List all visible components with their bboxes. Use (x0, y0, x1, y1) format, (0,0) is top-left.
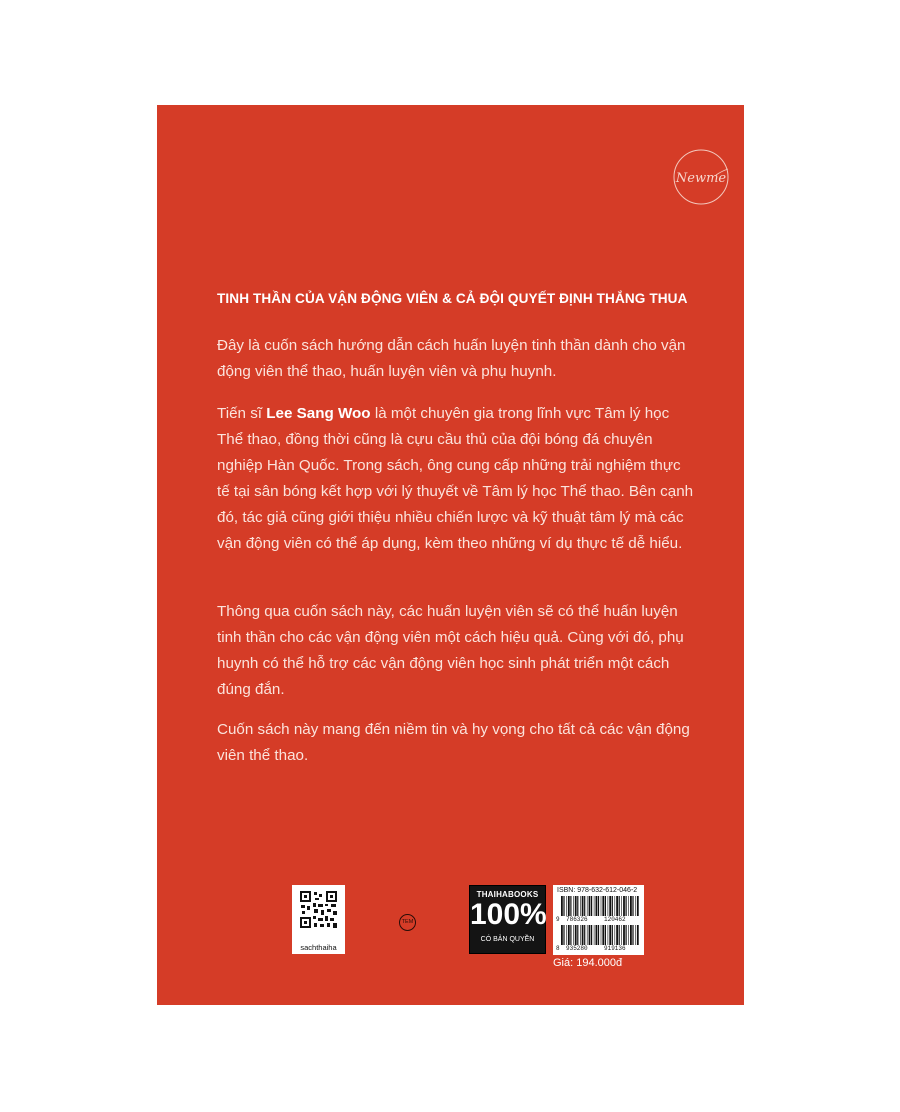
thaiha-percent: 100% (470, 898, 547, 931)
barcode-1-right-digits: 120462 (604, 916, 626, 923)
qr-caption: sachthaiha (300, 943, 337, 952)
barcode-2-digit: 8 (556, 945, 560, 952)
thaiha-copyright-badge (469, 885, 546, 954)
barcode-2-right-digits: 919136 (604, 945, 626, 952)
qr-code (292, 885, 345, 954)
qr-code-icon (292, 885, 345, 941)
price-label: Giá: 194.000đ (553, 957, 623, 969)
thaiha-note: CÓ BẢN QUYỀN (480, 936, 535, 943)
barcode-1-digit: 9 (556, 916, 560, 923)
barcode-1-left-digits: 786326 (566, 916, 588, 923)
paragraph-closing: Cuốn sách này mang đến niềm tin và hy vọng cho tất cả các vận động viên thể thao. (217, 721, 690, 764)
newme-logo (668, 144, 734, 210)
paragraph-benefits: Thông qua cuốn sách này, các huấn luyện viên sẽ có thể huấn luyện tinh thần cho các vận động viên một cách hiệu quả. Cùng với đó, phụ huynh có thể hỗ trợ các vận động viên học sinh phát triển một cách đúng đắn. (217, 603, 684, 698)
paragraph-author: Tiến sĩ Lee Sang Woo là một chuyên gia trong lĩnh vực Tâm lý học Thể thao, đồng thời cũng là cựu cầu thủ của đội bóng đá chuyên nghiệp Hàn Quốc. Trong sách, ông cung cấp những trải nghiệm thực tế tại sân bóng kết hợp với lý thuyết về Tâm lý học Thể thao. Bên cạnh đó, tác giả cũng giới thiệu nhiều chiến lược và kỹ thuật tâm lý mà các vận động viên có thể áp dụng, kèm theo những ví dụ thực tế dễ hiểu. (217, 405, 694, 552)
barcode-2-left-digits: 935280 (566, 945, 588, 952)
book-back-cover (157, 105, 744, 1005)
cover-heading: TINH THẦN CỦA VẬN ĐỘNG VIÊN & CẢ ĐỘI QUYẾT ĐỊNH THẮNG THUA (217, 291, 688, 306)
svg-text:Newme: Newme (675, 171, 727, 186)
isbn-barcode (553, 885, 644, 955)
paragraph-intro: Đây là cuốn sách hướng dẫn cách huấn luyện tinh thần dành cho vận động viên thể thao, huấn luyện viên và phụ huynh. (217, 337, 686, 380)
author-name: Lee Sang Woo (266, 405, 371, 422)
thaiha-brand: THAIHABOOKS (476, 890, 539, 899)
tem-stamp: TEM (399, 914, 416, 931)
isbn-text: ISBN: 978-632-612-046-2 (557, 887, 638, 894)
